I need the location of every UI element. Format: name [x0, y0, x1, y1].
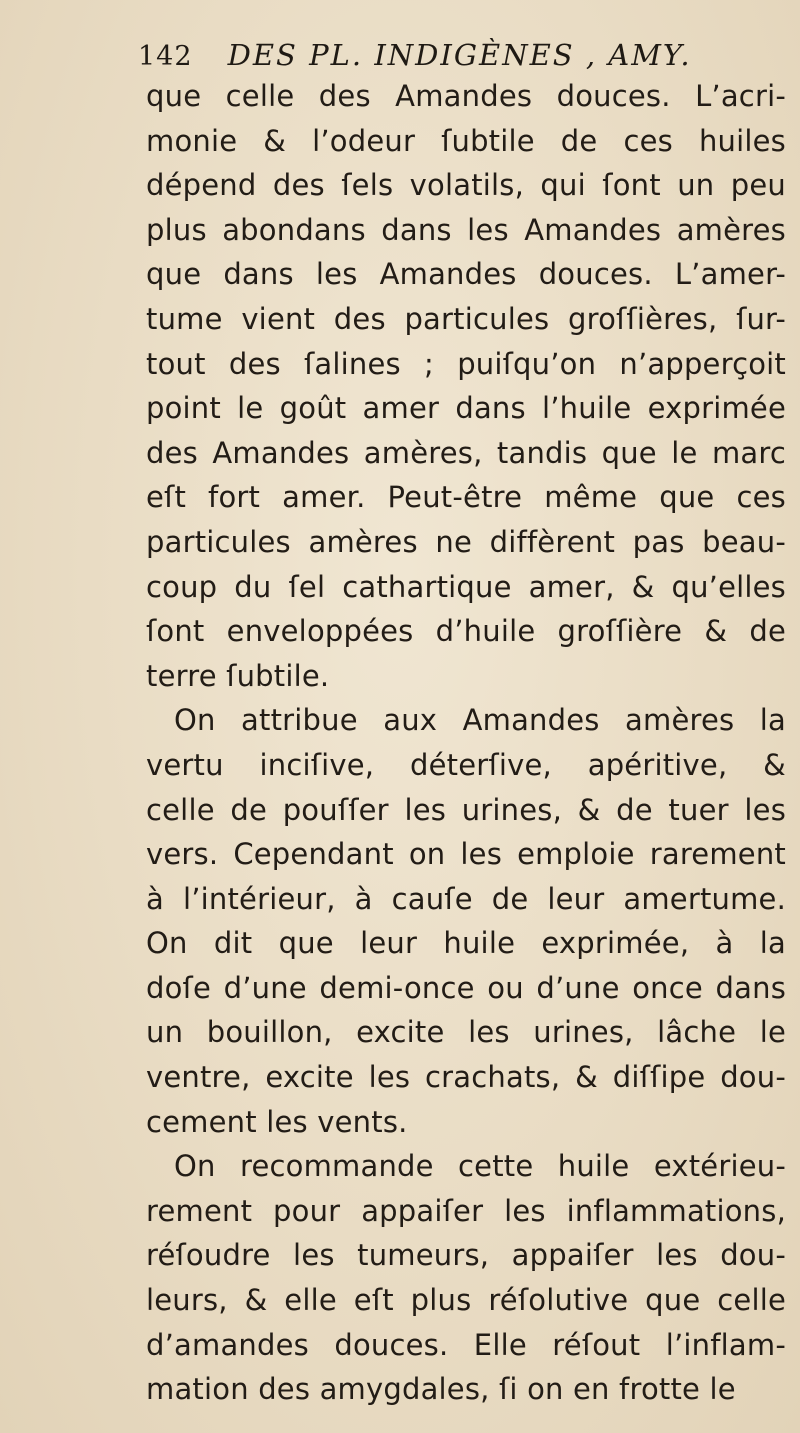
text-line: terre ſubtile.: [146, 658, 330, 693]
text-line: mation des amygdales, ſi on en frotte le: [146, 1372, 736, 1407]
text-line: réſoudre les tumeurs, appaiſer les dou-: [146, 1238, 786, 1273]
text-line: à l’intérieur, à cauſe de leur amertume.: [146, 881, 786, 916]
text-line: cement les vents.: [146, 1104, 408, 1139]
paragraph: [146, 698, 786, 1144]
text-line: vertu inciſive, déterſive, apéritive, &: [146, 747, 786, 782]
page-number: 142: [138, 41, 193, 72]
text-line: celle de pouſſer les urines, & de tuer les: [146, 792, 786, 827]
text-line: tume vient des particules groſſières, ſur-: [146, 301, 786, 336]
text-line: d’amandes douces. Elle réſout l’inflam-: [146, 1327, 786, 1362]
text-line: plus abondans dans les Amandes amères: [146, 212, 786, 247]
text-line: particules amères ne diffèrent pas beau-: [146, 524, 786, 559]
text-line: des Amandes amères, tandis que le marc: [146, 435, 786, 470]
running-head-title: DES PL. INDIGÈNES , AMY.: [227, 38, 692, 72]
text-line: point le goût amer dans l’huile exprimée: [146, 391, 786, 426]
text-line: coup du ſel cathartique amer, & qu’elles: [146, 569, 786, 604]
text-line: monie & l’odeur ſubtile de ces huiles: [146, 123, 786, 158]
text-line: que dans les Amandes douces. L’amer-: [146, 257, 786, 292]
text-line: tout des ſalines ; puiſqu’on n’apperçoit: [146, 346, 786, 381]
text-line: un bouillon, excite les urines, lâche le: [146, 1015, 786, 1050]
text-line: dépend des ſels volatils, qui ſont un peu: [146, 168, 786, 203]
text-line: eſt fort amer. Peut-être même que ces: [146, 480, 786, 515]
paragraph: [146, 74, 786, 698]
text-line: doſe d’une demi-once ou d’une once dans: [146, 970, 786, 1005]
text-line: ſont enveloppées d’huile groſſière & de: [146, 614, 786, 649]
text-line: ventre, excite les crachats, & diſſipe dou-: [146, 1060, 786, 1095]
text-line: On dit que leur huile exprimée, à la: [146, 926, 786, 961]
text-line: On attribue aux Amandes amères la: [174, 703, 786, 738]
text-line: leurs, & elle eſt plus réſolutive que celle: [146, 1283, 786, 1318]
body-text: [146, 74, 786, 1412]
text-line: rement pour appaiſer les inflammations,: [146, 1193, 786, 1228]
text-line: On recommande cette huile extérieu-: [174, 1149, 786, 1184]
text-line: que celle des Amandes douces. L’acri-: [146, 79, 786, 113]
paragraph: [146, 1144, 786, 1412]
text-line: vers. Cependant on les emploie rarement: [146, 837, 786, 872]
